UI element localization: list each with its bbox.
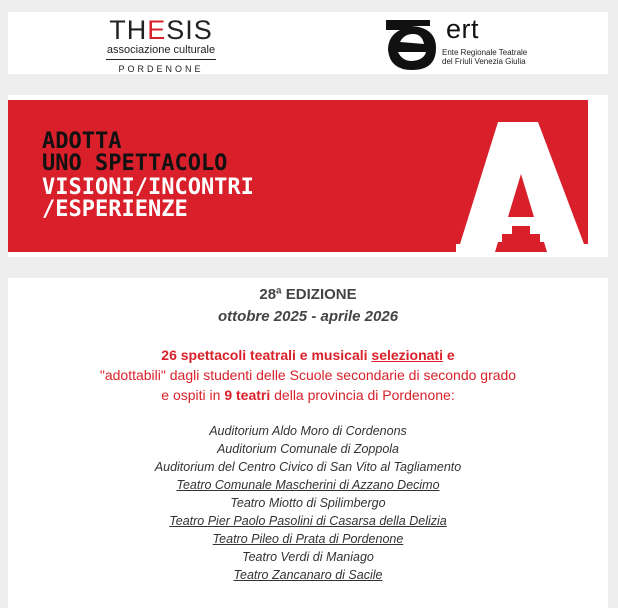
big-a-graphic — [446, 122, 588, 252]
description-line-3: e ospiti in 9 teatri della provincia di Pordenone: — [161, 387, 455, 403]
thesis-wordmark: THESIS — [109, 15, 213, 45]
banner-line-2: UNO SPETTACOLO — [42, 151, 228, 176]
ert-tagline — [442, 48, 527, 66]
venue-item: Auditorium del Centro Civico di San Vito al Tagliamento — [154, 460, 462, 474]
selezionati-link[interactable]: selezionati — [371, 347, 443, 363]
banner-line-1: ADOTTA — [42, 129, 122, 154]
content-card — [8, 278, 608, 608]
edition-title: 28ª EDIZIONE — [259, 286, 357, 303]
ert-emblem-icon — [382, 16, 442, 72]
venue-link[interactable]: Teatro Pileo di Prata di Pordenone — [212, 532, 404, 546]
thesis-city: PORDENONE — [118, 64, 204, 74]
description-line-1: 26 spettacoli teatrali e musicali selezionati e — [161, 347, 455, 363]
thesis-subtitle: associazione culturale — [106, 44, 216, 60]
ert-tagline-2: del Friuli Venezia Giulia — [442, 57, 526, 66]
description-line-2: "adottabili" dagli studenti delle Scuole secondarie di secondo grado — [99, 367, 517, 383]
banner-line-3: VISIONI/INCONTRI — [42, 175, 254, 200]
venue-link[interactable]: Teatro Pier Paolo Pasolini di Casarsa della Delizia — [169, 514, 447, 528]
thesis-logo[interactable] — [106, 17, 216, 74]
banner-card — [8, 95, 608, 257]
ert-logo[interactable] — [382, 16, 562, 72]
description — [8, 345, 608, 405]
venue-link[interactable]: Teatro Zancanaro di Sacile — [233, 568, 383, 582]
adotta-banner[interactable] — [8, 100, 588, 252]
venue-item: Teatro Verdi di Maniago — [242, 550, 374, 564]
venue-item: Auditorium Aldo Moro di Cordenons — [209, 424, 407, 438]
logos-header — [8, 12, 608, 74]
ert-tagline-1: Ente Regionale Teatrale — [442, 48, 528, 57]
venue-item: Auditorium Comunale di Zoppola — [216, 442, 400, 456]
banner-line-4: /ESPERIENZE — [42, 197, 188, 222]
edition-dates: ottobre 2025 - aprile 2026 — [217, 308, 399, 325]
venue-item: Teatro Miotto di Spilimbergo — [230, 496, 386, 510]
venue-list — [8, 422, 608, 584]
ert-name: ert — [446, 14, 480, 44]
venue-link[interactable]: Teatro Comunale Mascherini di Azzano Decimo — [176, 478, 440, 492]
